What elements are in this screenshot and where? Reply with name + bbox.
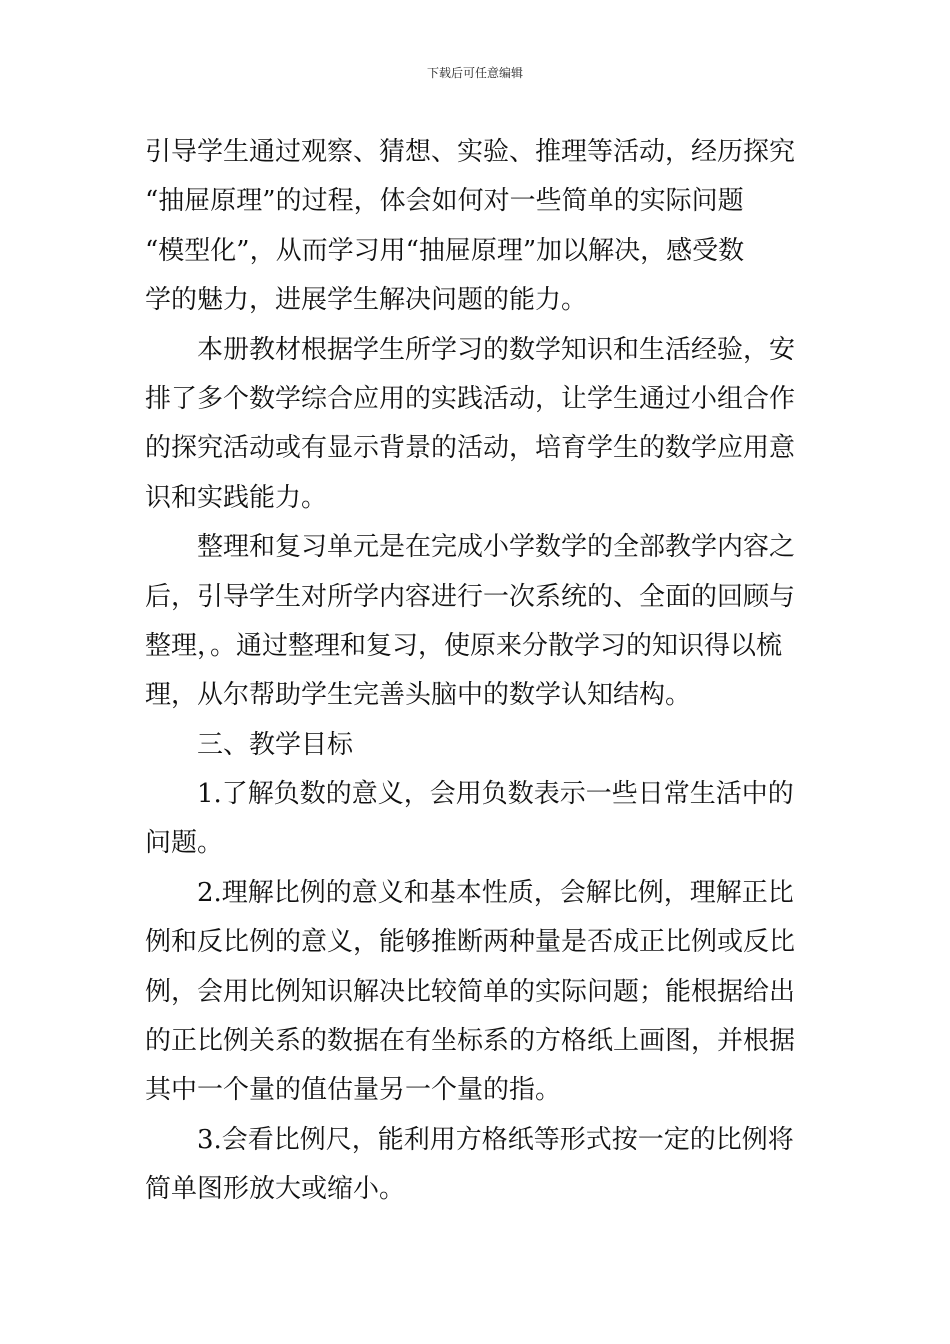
text-line: 例和反比例的意义，能够推断两种量是否成正比例或反比 (145, 927, 796, 958)
text-line: 整理和复习单元是在完成小学数学的全部教学内容之 (145, 532, 796, 563)
text-line: 本册教材根据学生所学习的数学知识和生活经验，安 (145, 334, 796, 365)
text-line: 简单图形放大或缩小。 (145, 1174, 406, 1205)
text-line: 后，引导学生对所学内容进行一次系统的、全面的回顾与 (145, 581, 796, 612)
text-line: “模型化”，从而学习用“抽屉原理”加以解决，感受数 (145, 235, 745, 266)
text-line: 识和实践能力。 (145, 482, 328, 513)
text-line: 3.会看比例尺，能利用方格纸等形式按一定的比例将 (145, 1124, 794, 1155)
text-line: 问题。 (145, 828, 224, 859)
text-line: 的探究活动或有显示背景的活动，培育学生的数学应用意 (145, 433, 796, 464)
text-line: 1.了解负数的意义，会用负数表示一些日常生活中的 (145, 779, 794, 810)
text-line: 引导学生通过观察、猜想、实验、推理等活动，经历探究 (145, 137, 796, 167)
text-line: 2.理解比例的意义和基本性质，会解比例，理解正比 (145, 877, 794, 908)
text-line: 整理，。通过整理和复习，使原来分散学习的知识得以梳 (145, 630, 783, 661)
page-header: 下载后可任意编辑 (426, 66, 523, 80)
text-line: 例，会用比例知识解决比较简单的实际问题；能根据给出 (145, 976, 796, 1007)
text-line: “抽屉原理”的过程，体会如何对一些简单的实际问题 (145, 186, 744, 217)
text-line: 的正比例关系的数据在有坐标系的方格纸上画图，并根据 (145, 1026, 796, 1057)
text-line: 学的魅力，进展学生解决问题的能力。 (145, 285, 588, 316)
text-line: 其中一个量的值估量另一个量的指。 (145, 1075, 562, 1106)
text-line: 理，从尔帮助学生完善头脑中的数学认知结构。 (145, 680, 692, 711)
section-heading: 三、教学目标 (145, 729, 354, 760)
text-line: 排了多个数学综合应用的实践活动，让学生通过小组合作 (145, 383, 796, 414)
document-body (145, 128, 807, 1215)
